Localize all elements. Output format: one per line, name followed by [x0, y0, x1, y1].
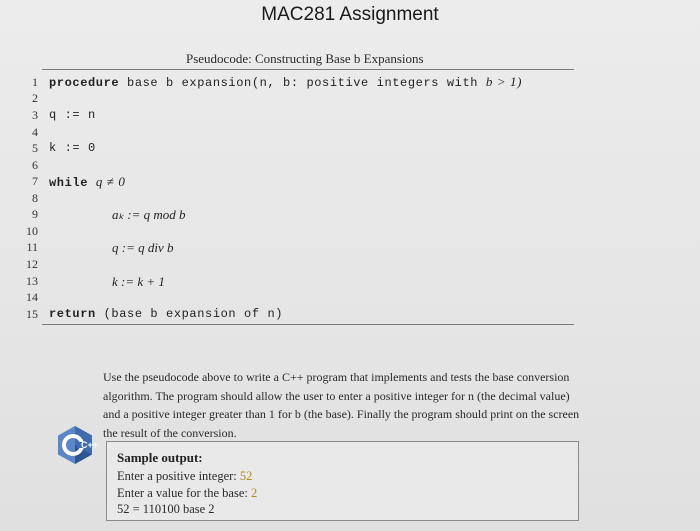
line-number: 15 [26, 307, 38, 321]
line-number: 12 [26, 257, 38, 271]
line-number: 7 [32, 174, 38, 188]
sample-output-heading: Sample output: [117, 450, 203, 465]
top-rule [42, 69, 574, 70]
pseudocode-title: Pseudocode: Constructing Base b Expansions [186, 51, 424, 66]
procedure-condition: b > 1) [485, 74, 523, 89]
code-line-return [49, 307, 283, 321]
procedure-signature: base b expansion(n, b: positive integers with [119, 76, 486, 90]
code-line-quotient: q := q div b [112, 240, 174, 255]
cpp-logo-icon [54, 424, 99, 466]
sample-prompt-base: Enter a value for the base: [117, 486, 251, 500]
sample-value-base: 2 [250, 486, 258, 500]
cpp-logo-label: C++ [81, 440, 99, 450]
sample-line-1 [117, 469, 252, 484]
line-number: 2 [32, 91, 38, 105]
code-line-digit: aₖ := q mod b [112, 207, 186, 222]
return-keyword: return [49, 307, 96, 321]
line-number: 10 [26, 224, 38, 238]
line-number: 14 [26, 290, 38, 304]
sample-output-box [106, 441, 579, 521]
line-number: 4 [32, 125, 38, 139]
bottom-rule [42, 324, 574, 325]
sample-prompt-integer: Enter a positive integer: [117, 469, 240, 483]
sample-value-integer: 52 [239, 469, 253, 483]
code-line-procedure [49, 74, 522, 90]
while-keyword: while [49, 176, 89, 190]
line-number: 5 [32, 141, 38, 155]
while-condition: q ≠ 0 [95, 174, 126, 189]
line-number: 11 [26, 240, 38, 254]
line-number: 8 [32, 191, 38, 205]
instructions-paragraph: Use the pseudocode above to write a C++ program that implements and tests the base conversion algorithm. The program should allow the user to enter a positive integer for n (the decimal value) and a positive integer greater than 1 for b (the base). Finally the program should print on the screen the result of the conversion. [103, 370, 580, 440]
sample-result: 52 = 110100 base 2 [117, 502, 215, 516]
line-number: 13 [26, 274, 38, 288]
line-number: 1 [32, 75, 38, 89]
line-number: 3 [32, 108, 38, 122]
code-line-while [49, 174, 125, 190]
line-number: 6 [32, 158, 38, 172]
line-number: 9 [32, 207, 38, 221]
code-line-increment: k := k + 1 [112, 274, 165, 289]
sample-line-2 [117, 486, 257, 501]
code-line-q-init: q := n [49, 108, 96, 122]
return-value: (base b expansion of n) [95, 307, 284, 321]
page-title: MAC281 Assignment [261, 4, 439, 25]
procedure-keyword: procedure [49, 76, 120, 90]
code-line-k-init: k := 0 [49, 141, 96, 155]
